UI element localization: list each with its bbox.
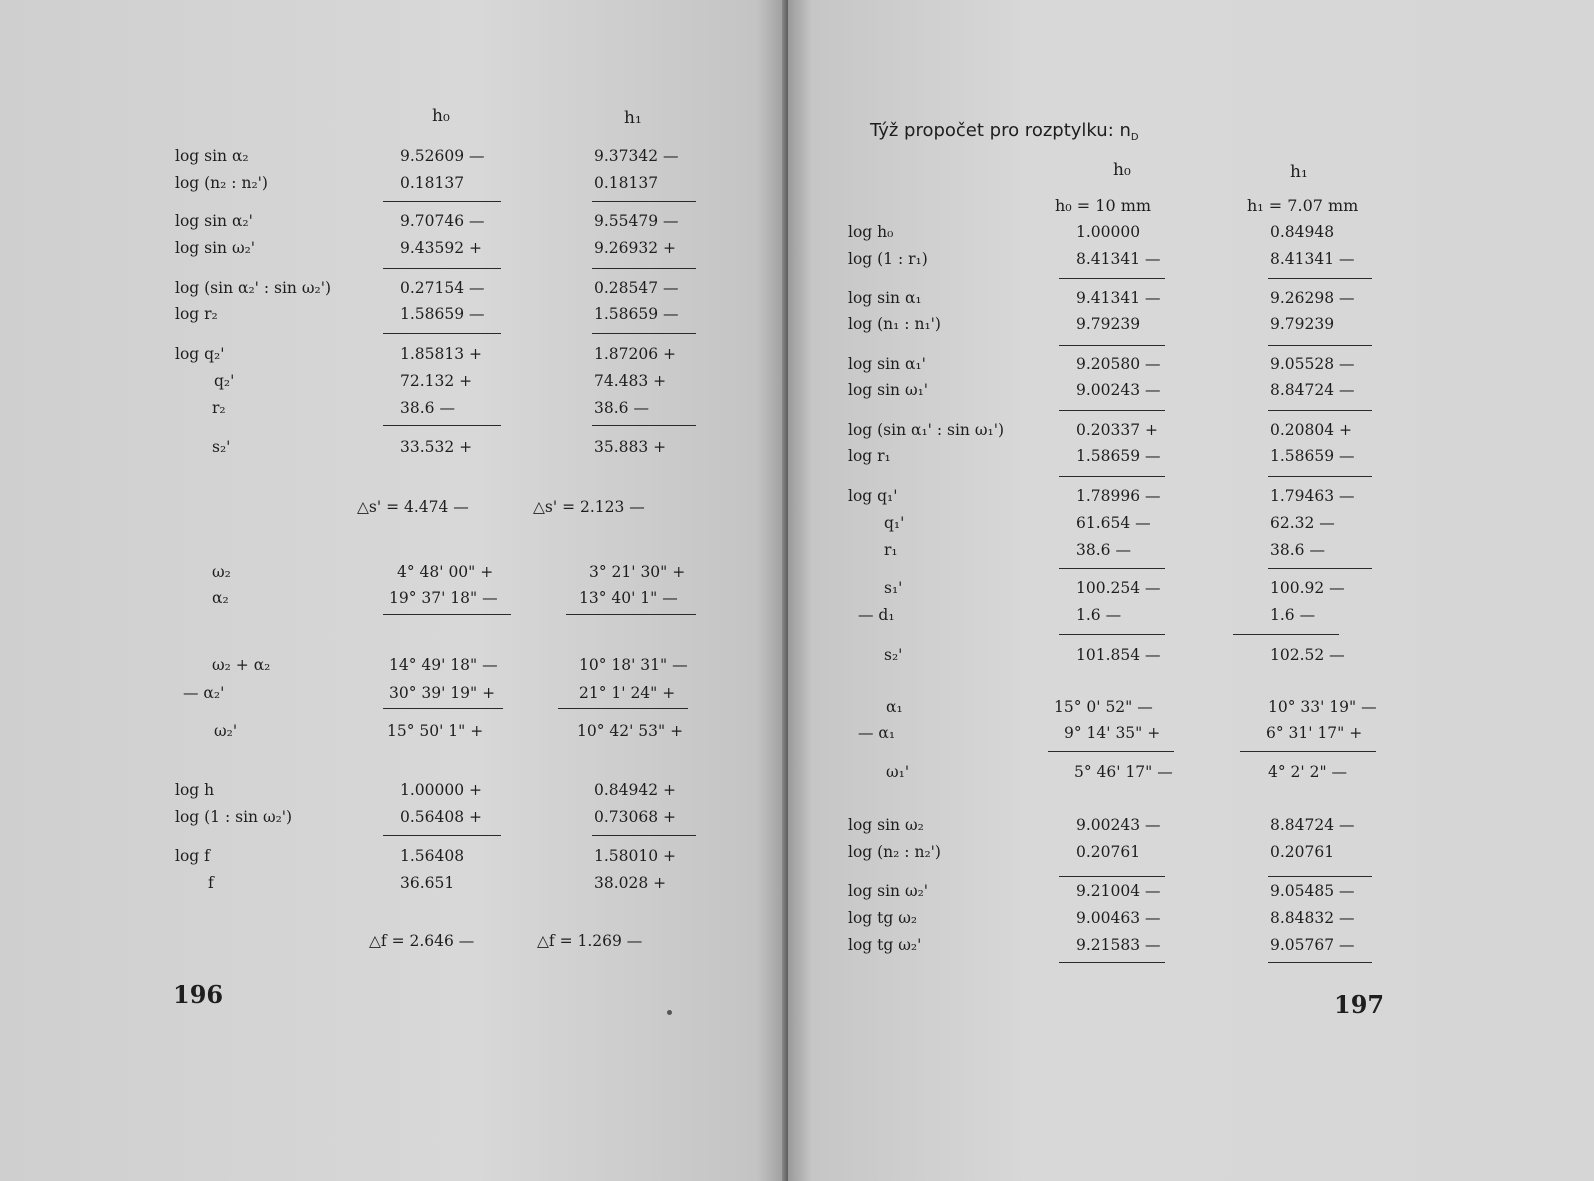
right-row-value-h0: 8.41341 — <box>1076 250 1161 268</box>
left-row-value-h0: 9.43592 + <box>400 239 483 257</box>
right-row-value-h0: 0.20337 + <box>1076 421 1159 439</box>
left-rule <box>383 708 503 709</box>
right-rule <box>1048 751 1174 752</box>
left-row-label: log (n₂ : n₂') <box>175 174 268 192</box>
left-row-value-h0: 0.56408 + <box>400 808 483 826</box>
right-row-value-h1: 0.20761 <box>1270 843 1335 861</box>
left-row-value-h0: 1.58659 — <box>400 305 485 323</box>
left-row-label: log sin α₂ <box>175 147 249 165</box>
right-row-label: ω₁' <box>886 763 910 781</box>
left-row-value-h1: 1.58659 — <box>594 305 679 323</box>
right-row-value-h1: 8.84832 — <box>1270 909 1355 927</box>
right-row-label: r₁ <box>884 541 898 559</box>
left-row-label: log sin α₂' <box>175 212 253 230</box>
right-row-value-h0: 9° 14' 35" + <box>1064 724 1161 742</box>
right-row-label: log (sin α₁' : sin ω₁') <box>848 421 1005 439</box>
right-row-value-h1: 10° 33' 19" — <box>1268 698 1377 716</box>
left-row-value-h0: 0.27154 — <box>400 279 485 297</box>
right-row-value-h1: 62.32 — <box>1270 514 1335 532</box>
left-row-value-h0: 1.85813 + <box>400 345 483 363</box>
right-row-value-h1: 8.84724 — <box>1270 816 1355 834</box>
left-row-value-h0: △s' = 4.474 — <box>357 498 469 516</box>
right-row-value-h1: 9.05767 — <box>1270 936 1355 954</box>
right-row-label: log sin ω₂ <box>848 816 924 834</box>
right-rule <box>1059 568 1165 569</box>
right-rule <box>1059 476 1165 477</box>
right-rule <box>1268 476 1372 477</box>
right-rule <box>1268 568 1372 569</box>
right-row-value-h0: 9.20580 — <box>1076 355 1161 373</box>
right-row-value-h0: 5° 46' 17" — <box>1074 763 1173 781</box>
left-rule <box>383 835 501 836</box>
right-row-label: — d₁ <box>858 606 895 624</box>
left-page <box>0 0 788 1181</box>
right-row-label: α₁ <box>886 698 903 716</box>
left-rule <box>383 333 501 334</box>
left-row-value-h1: △f = 1.269 — <box>537 932 643 950</box>
left-rule <box>592 201 696 202</box>
left-row-label: α₂ <box>212 589 229 607</box>
left-row-value-h1: 0.18137 <box>594 174 659 192</box>
right-rule <box>1268 278 1372 279</box>
left-rule <box>592 835 696 836</box>
right-row-value-h0: 9.00243 — <box>1076 816 1161 834</box>
left-row-value-h1: 0.73068 + <box>594 808 677 826</box>
left-row-label: ω₂ <box>212 563 231 581</box>
right-row-value-h0: 1.78996 — <box>1076 487 1161 505</box>
right-row-label: log sin α₁ <box>848 289 922 307</box>
left-row-value-h1: 35.883 + <box>594 438 667 456</box>
right-row-label: log (n₁ : n₁') <box>848 315 941 333</box>
left-row-label: f <box>208 874 214 892</box>
right-row-value-h0: 61.654 — <box>1076 514 1151 532</box>
right-title-text: Týž propočet pro rozptylku: n <box>870 120 1131 141</box>
right-header-h1-value: h₁ = 7.07 mm <box>1247 196 1359 215</box>
left-row-label: log sin ω₂' <box>175 239 256 257</box>
right-row-label: log (1 : r₁) <box>848 250 928 268</box>
left-row-label: ω₂ + α₂ <box>212 656 271 674</box>
left-row-label: r₂ <box>212 399 226 417</box>
right-row-value-h1: 0.20804 + <box>1270 421 1353 439</box>
left-row-value-h0: 14° 49' 18" — <box>389 656 498 674</box>
left-row-value-h0: 33.532 + <box>400 438 473 456</box>
left-row-value-h0: 4° 48' 00" + <box>397 563 494 581</box>
right-row-label: log (n₂ : n₂') <box>848 843 941 861</box>
right-row-value-h1: 6° 31' 17" + <box>1266 724 1363 742</box>
left-rule <box>558 708 688 709</box>
right-row-value-h1: 9.05528 — <box>1270 355 1355 373</box>
left-row-value-h1: 21° 1' 24" + <box>579 684 676 702</box>
left-row-label: q₂' <box>214 372 235 390</box>
right-header-h0: h₀ <box>1113 160 1131 180</box>
left-row-value-h0: 9.52609 — <box>400 147 485 165</box>
left-row-value-h0: 72.132 + <box>400 372 473 390</box>
right-row-value-h0: 9.00463 — <box>1076 909 1161 927</box>
left-header-h0: h₀ <box>432 106 450 126</box>
paper-spot <box>667 1010 672 1015</box>
left-row-label: log h <box>175 781 215 799</box>
left-row-value-h1: 74.483 + <box>594 372 667 390</box>
right-row-label: log q₁' <box>848 487 898 505</box>
left-row-value-h1: 9.26932 + <box>594 239 677 257</box>
right-row-value-h1: 102.52 — <box>1270 646 1345 664</box>
left-row-value-h0: 1.56408 <box>400 847 465 865</box>
left-row-value-h0: 0.18137 <box>400 174 465 192</box>
left-row-value-h0: 9.70746 — <box>400 212 485 230</box>
right-rule <box>1268 345 1372 346</box>
right-row-label: — α₁ <box>858 724 896 742</box>
left-row-value-h1: 1.58010 + <box>594 847 677 865</box>
right-row-label: log h₀ <box>848 223 894 241</box>
right-row-label: log sin ω₁' <box>848 381 929 399</box>
left-rule <box>383 268 501 269</box>
right-row-value-h1: 1.79463 — <box>1270 487 1355 505</box>
left-row-value-h1: 10° 18' 31" — <box>579 656 688 674</box>
right-row-value-h1: 4° 2' 2" — <box>1268 763 1348 781</box>
right-row-label: log sin ω₂' <box>848 882 929 900</box>
right-row-label: s₂' <box>884 646 903 664</box>
right-header-h0-value: h₀ = 10 mm <box>1055 196 1152 215</box>
left-row-value-h1: 10° 42' 53" + <box>577 722 684 740</box>
right-row-value-h0: 9.21583 — <box>1076 936 1161 954</box>
right-rule <box>1268 410 1372 411</box>
right-rule <box>1059 278 1165 279</box>
right-title-subscript: D <box>1130 132 1139 143</box>
right-row-value-h0: 9.21004 — <box>1076 882 1161 900</box>
right-row-value-h0: 1.00000 <box>1076 223 1141 241</box>
right-row-label: s₁' <box>884 579 903 597</box>
left-row-value-h1: 9.55479 — <box>594 212 679 230</box>
right-rule <box>1059 876 1165 877</box>
left-header-h1: h₁ <box>624 108 642 128</box>
left-row-value-h1: 13° 40' 1" — <box>579 589 678 607</box>
left-row-value-h1: 38.6 — <box>594 399 649 417</box>
right-row-value-h1: 9.05485 — <box>1270 882 1355 900</box>
right-rule <box>1059 345 1165 346</box>
left-row-value-h1: 1.87206 + <box>594 345 677 363</box>
right-row-value-h1: 9.26298 — <box>1270 289 1355 307</box>
left-rule <box>566 614 696 615</box>
right-row-label: q₁' <box>884 514 905 532</box>
right-row-value-h0: 0.20761 <box>1076 843 1141 861</box>
left-rule <box>592 425 696 426</box>
right-row-value-h1: 38.6 — <box>1270 541 1325 559</box>
left-row-value-h1: 38.028 + <box>594 874 667 892</box>
left-row-value-h1: 3° 21' 30" + <box>589 563 686 581</box>
right-rule <box>1268 876 1372 877</box>
right-row-value-h1: 1.58659 — <box>1270 447 1355 465</box>
right-row-value-h1: 9.79239 <box>1270 315 1335 333</box>
right-row-value-h0: 100.254 — <box>1076 579 1161 597</box>
left-rule <box>383 614 511 615</box>
right-row-value-h0: 1.58659 — <box>1076 447 1161 465</box>
left-row-value-h0: 1.00000 + <box>400 781 483 799</box>
left-row-label: — α₂' <box>183 684 225 702</box>
page-number-right: 197 <box>1334 990 1385 1019</box>
right-row-label: log sin α₁' <box>848 355 926 373</box>
right-row-label: log r₁ <box>848 447 891 465</box>
left-row-value-h0: △f = 2.646 — <box>369 932 475 950</box>
right-row-value-h0: 9.41341 — <box>1076 289 1161 307</box>
right-row-label: log tg ω₂ <box>848 909 918 927</box>
right-rule <box>1268 962 1372 963</box>
left-rule <box>592 268 696 269</box>
right-header-h1: h₁ <box>1290 162 1308 182</box>
left-row-value-h0: 19° 37' 18" — <box>389 589 498 607</box>
right-row-value-h1: 0.84948 <box>1270 223 1335 241</box>
right-page <box>788 0 1594 1181</box>
left-row-value-h1: 0.28547 — <box>594 279 679 297</box>
right-row-value-h0: 38.6 — <box>1076 541 1131 559</box>
right-rule <box>1059 962 1165 963</box>
right-row-value-h0: 9.00243 — <box>1076 381 1161 399</box>
left-row-label: ω₂' <box>214 722 238 740</box>
right-rule <box>1059 634 1165 635</box>
left-row-value-h1: 0.84942 + <box>594 781 677 799</box>
left-row-label: log f <box>175 847 210 865</box>
left-row-label: log (1 : sin ω₂') <box>175 808 293 826</box>
right-row-value-h0: 1.6 — <box>1076 606 1122 624</box>
left-row-value-h0: 30° 39' 19" + <box>389 684 496 702</box>
right-row-value-h0: 15° 0' 52" — <box>1054 698 1153 716</box>
right-row-value-h1: 1.6 — <box>1270 606 1316 624</box>
left-rule <box>592 333 696 334</box>
left-row-label: log (sin α₂' : sin ω₂') <box>175 279 332 297</box>
right-row-value-h0: 101.854 — <box>1076 646 1161 664</box>
right-row-value-h1: 8.41341 — <box>1270 250 1355 268</box>
left-row-label: s₂' <box>212 438 231 456</box>
right-rule <box>1059 410 1165 411</box>
right-row-value-h1: 8.84724 — <box>1270 381 1355 399</box>
left-row-value-h0: 36.651 <box>400 874 455 892</box>
right-title <box>870 120 1139 143</box>
left-rule <box>383 201 501 202</box>
page-number-left: 196 <box>173 980 224 1009</box>
left-rule <box>383 425 501 426</box>
right-row-value-h0: 9.79239 <box>1076 315 1141 333</box>
left-row-value-h0: 38.6 — <box>400 399 455 417</box>
right-row-label: log tg ω₂' <box>848 936 922 954</box>
left-row-label: log r₂ <box>175 305 218 323</box>
left-row-value-h1: △s' = 2.123 — <box>533 498 645 516</box>
left-row-value-h0: 15° 50' 1" + <box>387 722 484 740</box>
right-row-value-h1: 100.92 — <box>1270 579 1345 597</box>
left-row-value-h1: 9.37342 — <box>594 147 679 165</box>
right-rule <box>1233 634 1339 635</box>
right-rule <box>1240 751 1376 752</box>
left-row-label: log q₂' <box>175 345 225 363</box>
